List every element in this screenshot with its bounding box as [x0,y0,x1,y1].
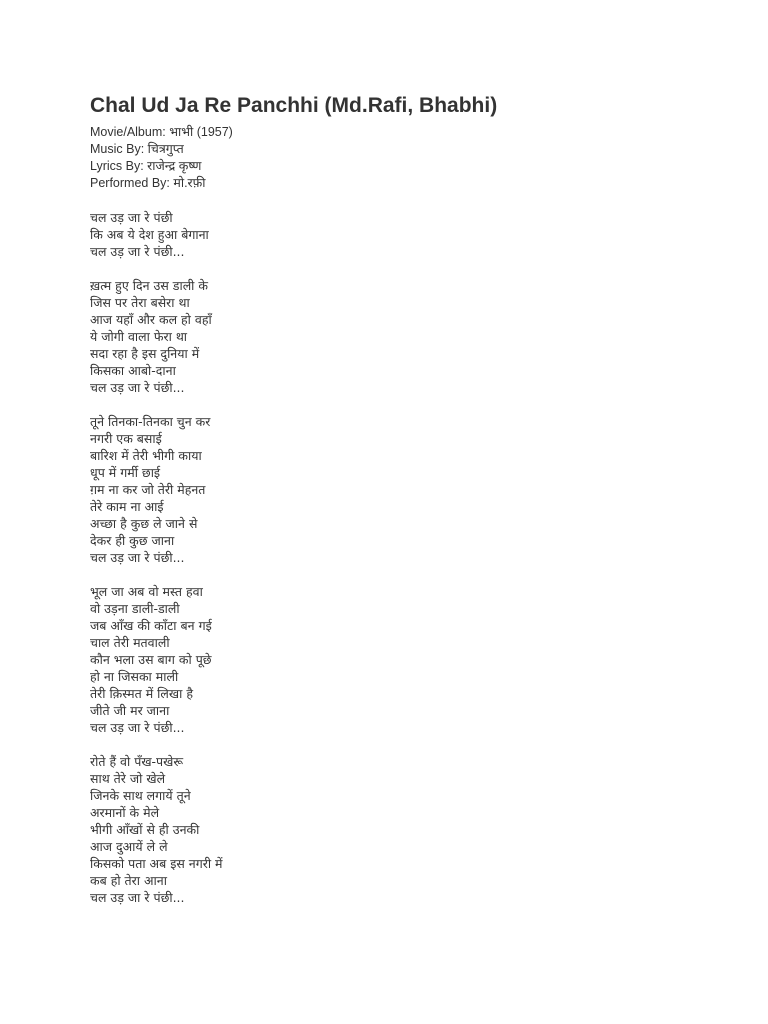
lyrics-by-line: Lyrics By: राजेन्द्र कृष्ण [90,159,202,173]
lyric-line: अच्छा है कुछ ले जाने से [90,516,198,531]
lyrics-stanza [90,753,730,906]
lyric-line: ख़त्म हुए दिन उस डाली के [90,278,208,293]
lyric-line: जीते जी मर जाना [90,703,170,718]
song-title: Chal Ud Ja Re Panchhi (Md.Rafi, Bhabhi) [90,94,498,117]
lyric-line: सदा रहा है इस दुनिया में [90,346,200,361]
lyric-line: आज यहाँ और कल हो वहाँ [90,312,212,327]
lyric-line: चल उड़ जा रे पंछी... [90,380,185,395]
lyric-line: ग़म ना कर जो तेरी मेहनत [90,482,206,497]
lyric-line: देकर ही कुछ जाना [90,533,175,548]
lyric-line: तेरे काम ना आई [90,499,164,514]
lyrics-stanza [90,209,730,260]
lyric-line: रोते हैं वो पँख-पखेरू [90,754,184,769]
lyric-line: तूने तिनका-तिनका चुन कर [90,414,211,429]
lyric-line: जिनके साथ लगायें तूने [90,788,191,803]
lyric-line: धूप में गर्मी छाई [90,465,161,480]
music-by-line: Music By: चित्रगुप्त [90,142,184,156]
lyric-line: किसको पता अब इस नगरी में [90,856,223,871]
lyric-line: कौन भला उस बाग को पूछे [90,652,212,667]
lyric-line: कि अब ये देश हुआ बेगाना [90,227,209,242]
lyric-line: आज दुआयें ले ले [90,839,168,854]
lyrics-stanza [90,413,730,566]
lyrics-body [90,209,730,906]
movie-album-line: Movie/Album: भाभी (1957) [90,125,233,139]
lyric-line: नगरी एक बसाई [90,431,162,446]
lyrics-stanza [90,277,730,396]
lyric-line: कब हो तेरा आना [90,873,167,888]
lyric-line: चल उड़ जा रे पंछी... [90,720,185,735]
lyric-line: भूल जा अब वो मस्त हवा [90,584,203,599]
lyric-line: भीगी आँखों से ही उनकी [90,822,200,837]
lyric-line: किसका आबो-दाना [90,363,176,378]
lyric-line: चल उड़ जा रे पंछी [90,210,173,225]
song-meta [90,124,730,192]
lyric-line: चल उड़ जा रे पंछी... [90,244,185,259]
lyric-line: तेरी क़िस्मत में लिखा है [90,686,193,701]
lyric-line: साथ तेरे जो खेले [90,771,166,786]
lyric-line: जब आँख की काँटा बन गई [90,618,212,633]
lyric-line: चल उड़ जा रे पंछी... [90,550,185,565]
lyric-line: जिस पर तेरा बसेरा था [90,295,190,310]
lyric-line: चल उड़ जा रे पंछी... [90,890,185,905]
lyric-line: वो उड़ना डाली-डाली [90,601,180,616]
lyric-line: हो ना जिसका माली [90,669,179,684]
performed-by-line: Performed By: मो.रफ़ी [90,176,206,190]
lyric-line: चाल तेरी मतवाली [90,635,170,650]
lyric-line: बारिश में तेरी भीगी काया [90,448,202,463]
lyric-line: अरमानों के मेले [90,805,160,820]
lyric-line: ये जोगी वाला फेरा था [90,329,188,344]
document-page [90,92,730,923]
lyrics-stanza [90,583,730,736]
